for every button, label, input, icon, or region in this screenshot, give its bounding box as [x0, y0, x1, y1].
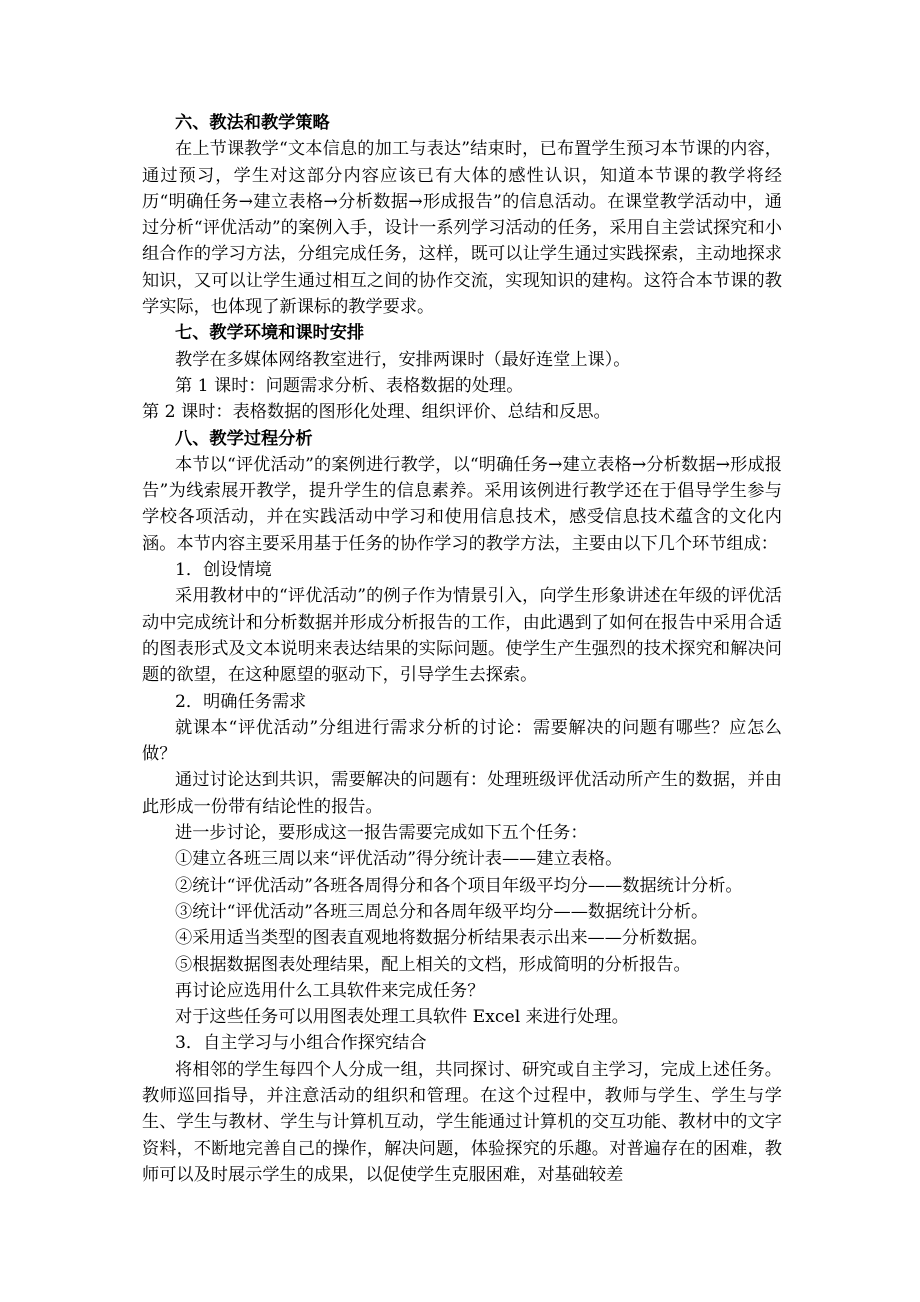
paragraph: 教学在多媒体网络教室进行，安排两课时（最好连堂上课）。: [175, 349, 631, 370]
paragraph: 将相邻的学生每四个人分成一组，共同探讨、研究或自主学习，完成上述任务。教师巡回指导，并注意活动的组织和管理。在这个过程中，教师与学生、学生与学生、学生与教材、学生与计算机互动，学生能通过计算机的交互功能、教材中的文字资料，不断地完善自己的操作，解决问题，体验探究的乐趣。对普遍存在的困难，教师可以及时展示学生的成果，以促使学生克服困难，对基础较差: [142, 1059, 782, 1185]
document-page: [142, 110, 782, 1188]
paragraph: 采用教材中的“评优活动”的例子作为情景引入，向学生形象讲述在年级的评优活动中完成统计和分析数据并形成分析报告的工作，由此遇到了如何在报告中采用合适的图表形式及文本说明来表达结果的实际问题。使学生产生强烈的技术探究和解决问题的欲望，在这种愿望的驱动下，引导学生去探索。: [142, 586, 782, 686]
paragraph: 第 1 课时：问题需求分析、表格数据的处理。: [175, 375, 524, 396]
paragraph: 就课本“评优活动”分组进行需求分析的讨论：需要解决的问题有哪些？应怎么做？: [142, 717, 782, 765]
paragraph: 通过讨论达到共识，需要解决的问题有：处理班级评优活动所产生的数据，并由此形成一份带有结论性的报告。: [142, 770, 782, 817]
paragraph: 进一步讨论，要形成这一报告需要完成如下五个任务：: [175, 823, 588, 844]
task-list-item: ②统计“评优活动”各班各周得分和各个项目年级平均分——数据统计分析。: [175, 875, 743, 896]
task-list-item: ④采用适当类型的图表直观地将数据分析结果表示出来——分析数据。: [175, 928, 708, 949]
section-heading-8: 八、教学过程分析: [175, 428, 313, 449]
paragraph: 第 2 课时：表格数据的图形化处理、组织评价、总结和反思。: [142, 402, 611, 423]
task-list-item: ③统计“评优活动”各班三周总分和各周年级平均分——数据统计分析。: [175, 901, 709, 922]
paragraph: 对于这些任务可以用图表处理工具软件 Excel 来进行处理。: [175, 1007, 629, 1028]
subsection-heading: 2．明确任务需求: [175, 691, 307, 712]
paragraph: 再讨论应选用什么工具软件来完成任务？: [175, 980, 485, 1001]
task-list-item: ①建立各班三周以来“评优活动”得分统计表——建立表格。: [175, 849, 623, 870]
paragraph: 在上节课教学“文本信息的加工与表达”结束时，已布置学生预习本节课的内容，通过预习，学生对这部分内容应该已有大体的感性认识，知道本节课的教学将经历“明确任务→建立表格→分析数据→形成报告”的信息活动。在课堂教学活动中，通过分析“评优活动”的案例入手，设计一系列学习活动的任务，采用自主尝试探究和小组合作的学习方法，分组完成任务，这样，既可以让学生通过实践探索，主动地探求知识，又可以让学生通过相互之间的协作交流，实现知识的建构。这符合本节课的教学实际，也体现了新课标的教学要求。: [142, 139, 782, 318]
section-heading-7: 七、教学环境和课时安排: [175, 323, 365, 344]
task-list-item: ⑤根据数据图表处理结果，配上相关的文档，形成简明的分析报告。: [175, 954, 691, 975]
section-heading-6: 六、教法和教学策略: [175, 113, 330, 133]
subsection-heading: 3．自主学习与小组合作探究结合: [175, 1033, 427, 1054]
paragraph: 本节以“评优活动”的案例进行教学，以“明确任务→建立表格→分析数据→形成报告”为线索展开教学，提升学生的信息素养。采用该例进行教学还在于倡导学生参与学校各项活动，并在实践活动中学习和使用信息技术，感受信息技术蕴含的文化内涵。本节内容主要采用基于任务的协作学习的教学方法，主要由以下几个环节组成：: [142, 454, 782, 554]
subsection-heading: 1．创设情境: [175, 560, 272, 581]
